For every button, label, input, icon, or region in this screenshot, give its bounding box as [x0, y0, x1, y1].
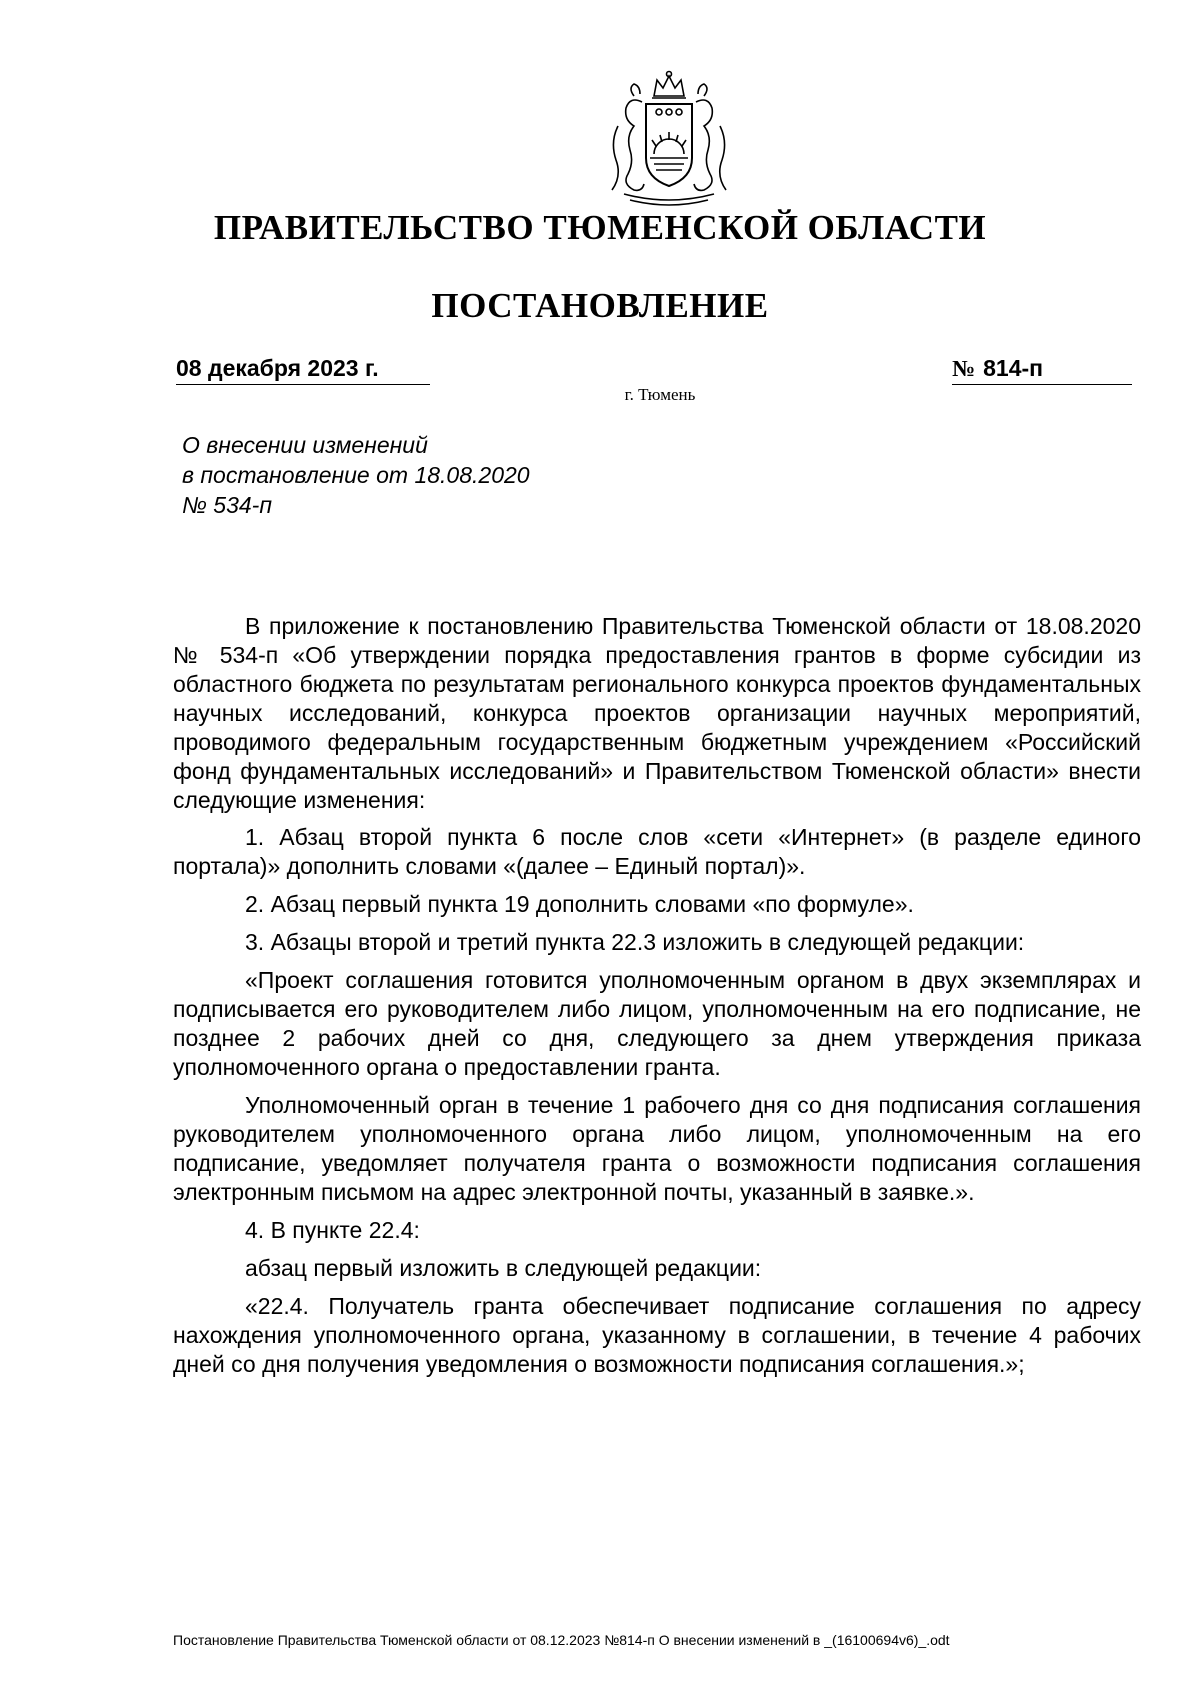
government-title: ПРАВИТЕЛЬСТВО ТЮМЕНСКОЙ ОБЛАСТИ [213, 208, 987, 247]
document-body [173, 612, 1141, 1388]
subject-line: в постановление от 18.08.2020 [182, 462, 530, 488]
document-type-title: ПОСТАНОВЛЕНИЕ [431, 286, 769, 325]
number-sign: № [952, 356, 976, 381]
subject-line: О внесении изменений [182, 432, 428, 458]
body-paragraph: 3. Абзацы второй и третий пункта 22.3 изложить в следующей редакции: [245, 929, 1025, 955]
body-paragraph: абзац первый изложить в следующей редакции: [245, 1255, 762, 1281]
document-number: 814-п [983, 355, 1044, 381]
coat-of-arms-icon [594, 66, 744, 206]
body-paragraph: 4. В пункте 22.4: [245, 1217, 420, 1243]
body-paragraph: В приложение к постановлению Правительства Тюменской области от 18.08.2020 № 534-п «Об утверждении порядка предоставления грантов в форме субсидии из областного бюджета по результатам регионального конкурса проектов фундаментальных научных исследований, конкурса проектов организации научных мероприятий, проводимого федеральным государственным бюджетным учреждением «Российский фонд фундаментальных исследований» и Правительством Тюменской области» внести следующие изменения: [173, 613, 1141, 813]
subject-line: № 534-п [182, 492, 272, 518]
body-paragraph: 2. Абзац первый пункта 19 дополнить словами «по формуле». [245, 891, 914, 917]
document-subject [182, 430, 642, 520]
document-date: 08 декабря 2023 г. [176, 355, 430, 385]
body-paragraph: Уполномоченный орган в течение 1 рабочего дня со дня подписания соглашения руководителем уполномоченного органа либо лицом, уполномоченным на его подписание, уведомляет получателя гранта о возможности подписания соглашения электронным письмом на адрес электронной почты, указанный в заявке.». [173, 1092, 1141, 1205]
body-paragraph: 1. Абзац второй пункта 6 после слов «сети «Интернет» (в разделе единого портала)» дополнить словами «(далее – Единый портал)». [173, 824, 1141, 879]
city-name: г. Тюмень [624, 385, 696, 404]
body-paragraph: «22.4. Получатель гранта обеспечивает подписание соглашения по адресу нахождения уполномоченного органа, указанному в соглашении, в течение 4 рабочих дней со дня получения уведомления о возможности подписания соглашения.»; [173, 1293, 1141, 1377]
page-footer: Постановление Правительства Тюменской области от 08.12.2023 №814-п О внесении изменений в _(16100694v6)_.odt [173, 1632, 950, 1648]
body-paragraph: «Проект соглашения готовится уполномоченным органом в двух экземплярах и подписывается его руководителем либо лицом, уполномоченным на его подписание, не позднее 2 рабочих дней со дня, следующего за днем утверждения приказа уполномоченного органа о предоставлении гранта. [173, 967, 1141, 1080]
document-number-field [952, 355, 1132, 385]
